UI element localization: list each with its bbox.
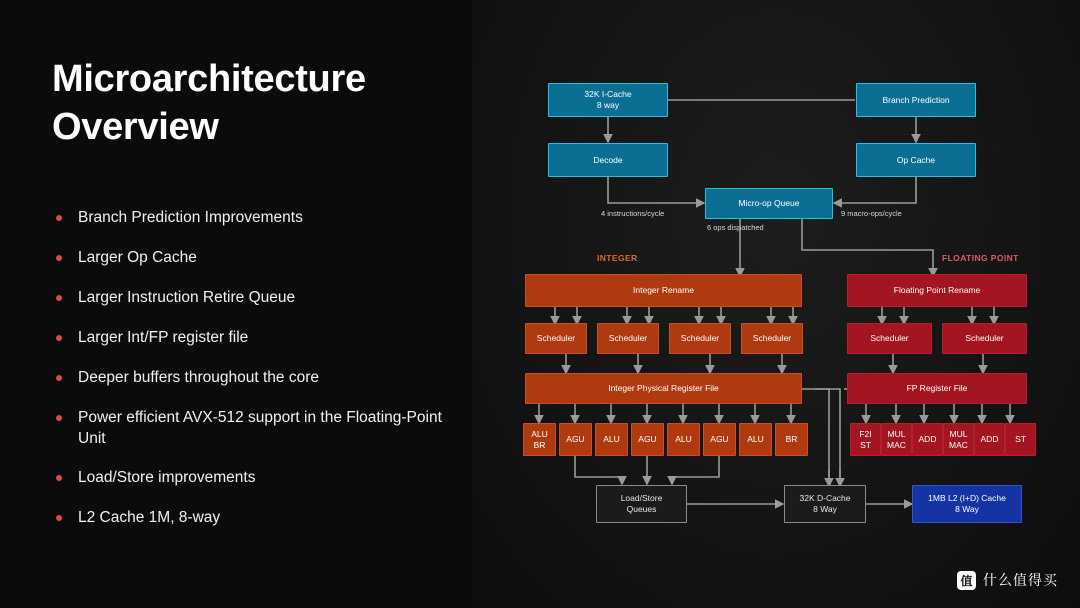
node-dcache-line2: 8 Way: [813, 504, 837, 514]
node-icache: [548, 83, 668, 117]
bullet-dot-icon: [56, 255, 62, 261]
list-item-label: Branch Prediction Improvements: [78, 209, 303, 226]
node-int-unit-5-line1: AGU: [710, 434, 729, 445]
list-item: [52, 288, 452, 309]
left-panel: [0, 0, 472, 608]
node-int-unit-3: [631, 423, 664, 456]
node-fp-unit-3: [943, 423, 974, 456]
node-l2-cache: [912, 485, 1022, 523]
node-int-unit-0-line1: ALU: [531, 428, 548, 439]
node-int-unit-0-line2: BR: [533, 439, 546, 450]
node-icache-line2: 8 way: [596, 100, 620, 110]
node-l2-cache-line1: 1MB L2 (I+D) Cache: [928, 493, 1006, 504]
node-micro-op-queue: [705, 188, 833, 219]
node-fp-unit-5: [1005, 423, 1036, 456]
list-item: [52, 208, 452, 229]
microarchitecture-diagram: [472, 0, 1080, 608]
node-integer-physical-register-file-label: Integer Physical Register File: [608, 383, 719, 394]
node-fp-scheduler-1: [942, 323, 1027, 354]
node-int-scheduler-0-label: Scheduler: [536, 333, 576, 344]
node-decode-label: Decode: [593, 154, 623, 165]
list-item: [52, 248, 452, 269]
node-fp-scheduler-0: [847, 323, 932, 354]
node-load-store-queues-line1: Load/Store: [620, 493, 663, 504]
node-fp-unit-3-line1: MUL: [949, 428, 968, 439]
node-fp-unit-1-line2: MAC: [887, 439, 906, 450]
list-item-label: Larger Int/FP register file: [78, 328, 249, 346]
node-int-unit-1: [559, 423, 592, 456]
node-fp-unit-4-line1: ADD: [980, 434, 999, 445]
node-l2-cache-line2: 8 Way: [955, 504, 979, 514]
bullet-list: [52, 208, 452, 548]
node-int-unit-2-line1: ALU: [603, 434, 620, 445]
edge-label-macro-ops-per-cycle: 9 macro-ops/cycle: [841, 209, 902, 218]
right-panel: [472, 0, 1080, 608]
list-item: [52, 408, 452, 450]
bullet-dot-icon: [56, 215, 62, 221]
bullet-dot-icon: [56, 475, 62, 481]
node-int-unit-7: [775, 423, 808, 456]
node-int-scheduler-3: [741, 323, 803, 354]
node-fp-scheduler-1-label: Scheduler: [965, 333, 1004, 344]
list-item: [52, 328, 452, 349]
node-fp-unit-1: [881, 423, 912, 456]
node-op-cache-label: Op Cache: [896, 154, 936, 165]
node-int-unit-7-line1: BR: [785, 434, 798, 445]
node-int-unit-4: [667, 423, 700, 456]
node-dcache-line1: 32K D-Cache: [799, 493, 851, 504]
node-fp-unit-5-line1: ST: [1015, 434, 1026, 445]
list-item-label: Larger Op Cache: [78, 248, 197, 266]
bullet-dot-icon: [56, 375, 62, 381]
node-integer-rename: [525, 274, 802, 307]
node-branch-prediction-label: Branch Prediction: [882, 94, 950, 105]
bullet-dot-icon: [56, 335, 62, 341]
node-decode: [548, 143, 668, 177]
node-int-scheduler-1: [597, 323, 659, 354]
node-fp-unit-3-line2: MAC: [949, 439, 968, 450]
edge-label-instructions-per-cycle: 4 instructions/cycle: [601, 209, 665, 218]
node-fp-unit-2: [912, 423, 943, 456]
node-branch-prediction: [856, 83, 976, 117]
node-int-unit-1-line1: AGU: [566, 434, 585, 445]
node-load-store-queues: [596, 485, 687, 523]
node-floating-point-rename-label: Floating Point Rename: [893, 285, 981, 296]
bullet-dot-icon: [56, 515, 62, 521]
list-item-label: L2 Cache 1M, 8-way: [78, 509, 221, 527]
node-fp-unit-1-line1: MUL: [887, 428, 906, 439]
node-int-unit-2: [595, 423, 628, 456]
node-int-scheduler-0: [525, 323, 587, 354]
node-int-scheduler-2-label: Scheduler: [680, 333, 720, 344]
node-dcache: [784, 485, 866, 523]
node-int-scheduler-3-label: Scheduler: [752, 333, 792, 344]
node-int-scheduler-2: [669, 323, 731, 354]
node-fp-scheduler-0-label: Scheduler: [870, 333, 909, 344]
node-fp-register-file-label: FP Register File: [906, 383, 968, 394]
node-integer-physical-register-file: [525, 373, 802, 404]
node-floating-point-rename: [847, 274, 1027, 307]
node-fp-register-file: [847, 373, 1027, 404]
edge-label-ops-dispatched: 6 ops dispatched: [707, 223, 764, 232]
watermark-text: 什么值得买: [983, 572, 1058, 588]
list-item-label: Larger Instruction Retire Queue: [78, 288, 296, 306]
node-int-unit-0: [523, 423, 556, 456]
list-item-label: Deeper buffers throughout the core: [78, 368, 319, 386]
page-title: Microarchitecture Overview: [52, 58, 366, 148]
list-item-label: Load/Store improvements: [78, 469, 256, 487]
node-fp-unit-2-line1: ADD: [918, 434, 937, 445]
node-fp-unit-0: [850, 423, 881, 456]
bullet-dot-icon: [56, 415, 62, 421]
list-item: [52, 468, 452, 489]
list-item-label: Power efficient AVX-512 support in the Floating-Point Unit: [78, 408, 442, 447]
bullet-dot-icon: [56, 295, 62, 301]
node-int-scheduler-1-label: Scheduler: [608, 333, 648, 344]
node-integer-rename-label: Integer Rename: [633, 285, 694, 296]
node-int-unit-4-line1: ALU: [675, 434, 692, 445]
section-label-integer: INTEGER: [597, 253, 638, 263]
node-op-cache: [856, 143, 976, 177]
node-int-unit-6: [739, 423, 772, 456]
node-micro-op-queue-label: Micro-op Queue: [738, 198, 800, 209]
node-fp-unit-0-line2: ST: [860, 439, 871, 450]
node-int-unit-3-line1: AGU: [638, 434, 657, 445]
watermark: [957, 570, 1058, 590]
list-item: [52, 508, 452, 529]
node-load-store-queues-line2: Queues: [626, 504, 657, 514]
node-fp-unit-0-line1: F2I: [859, 428, 872, 439]
node-int-unit-6-line1: ALU: [747, 434, 764, 445]
list-item: [52, 368, 452, 389]
node-int-unit-5: [703, 423, 736, 456]
node-icache-line1: 32K I-Cache: [584, 89, 632, 100]
watermark-badge-icon: 值: [957, 571, 976, 590]
section-label-floating-point: FLOATING POINT: [942, 253, 1019, 263]
node-fp-unit-4: [974, 423, 1005, 456]
